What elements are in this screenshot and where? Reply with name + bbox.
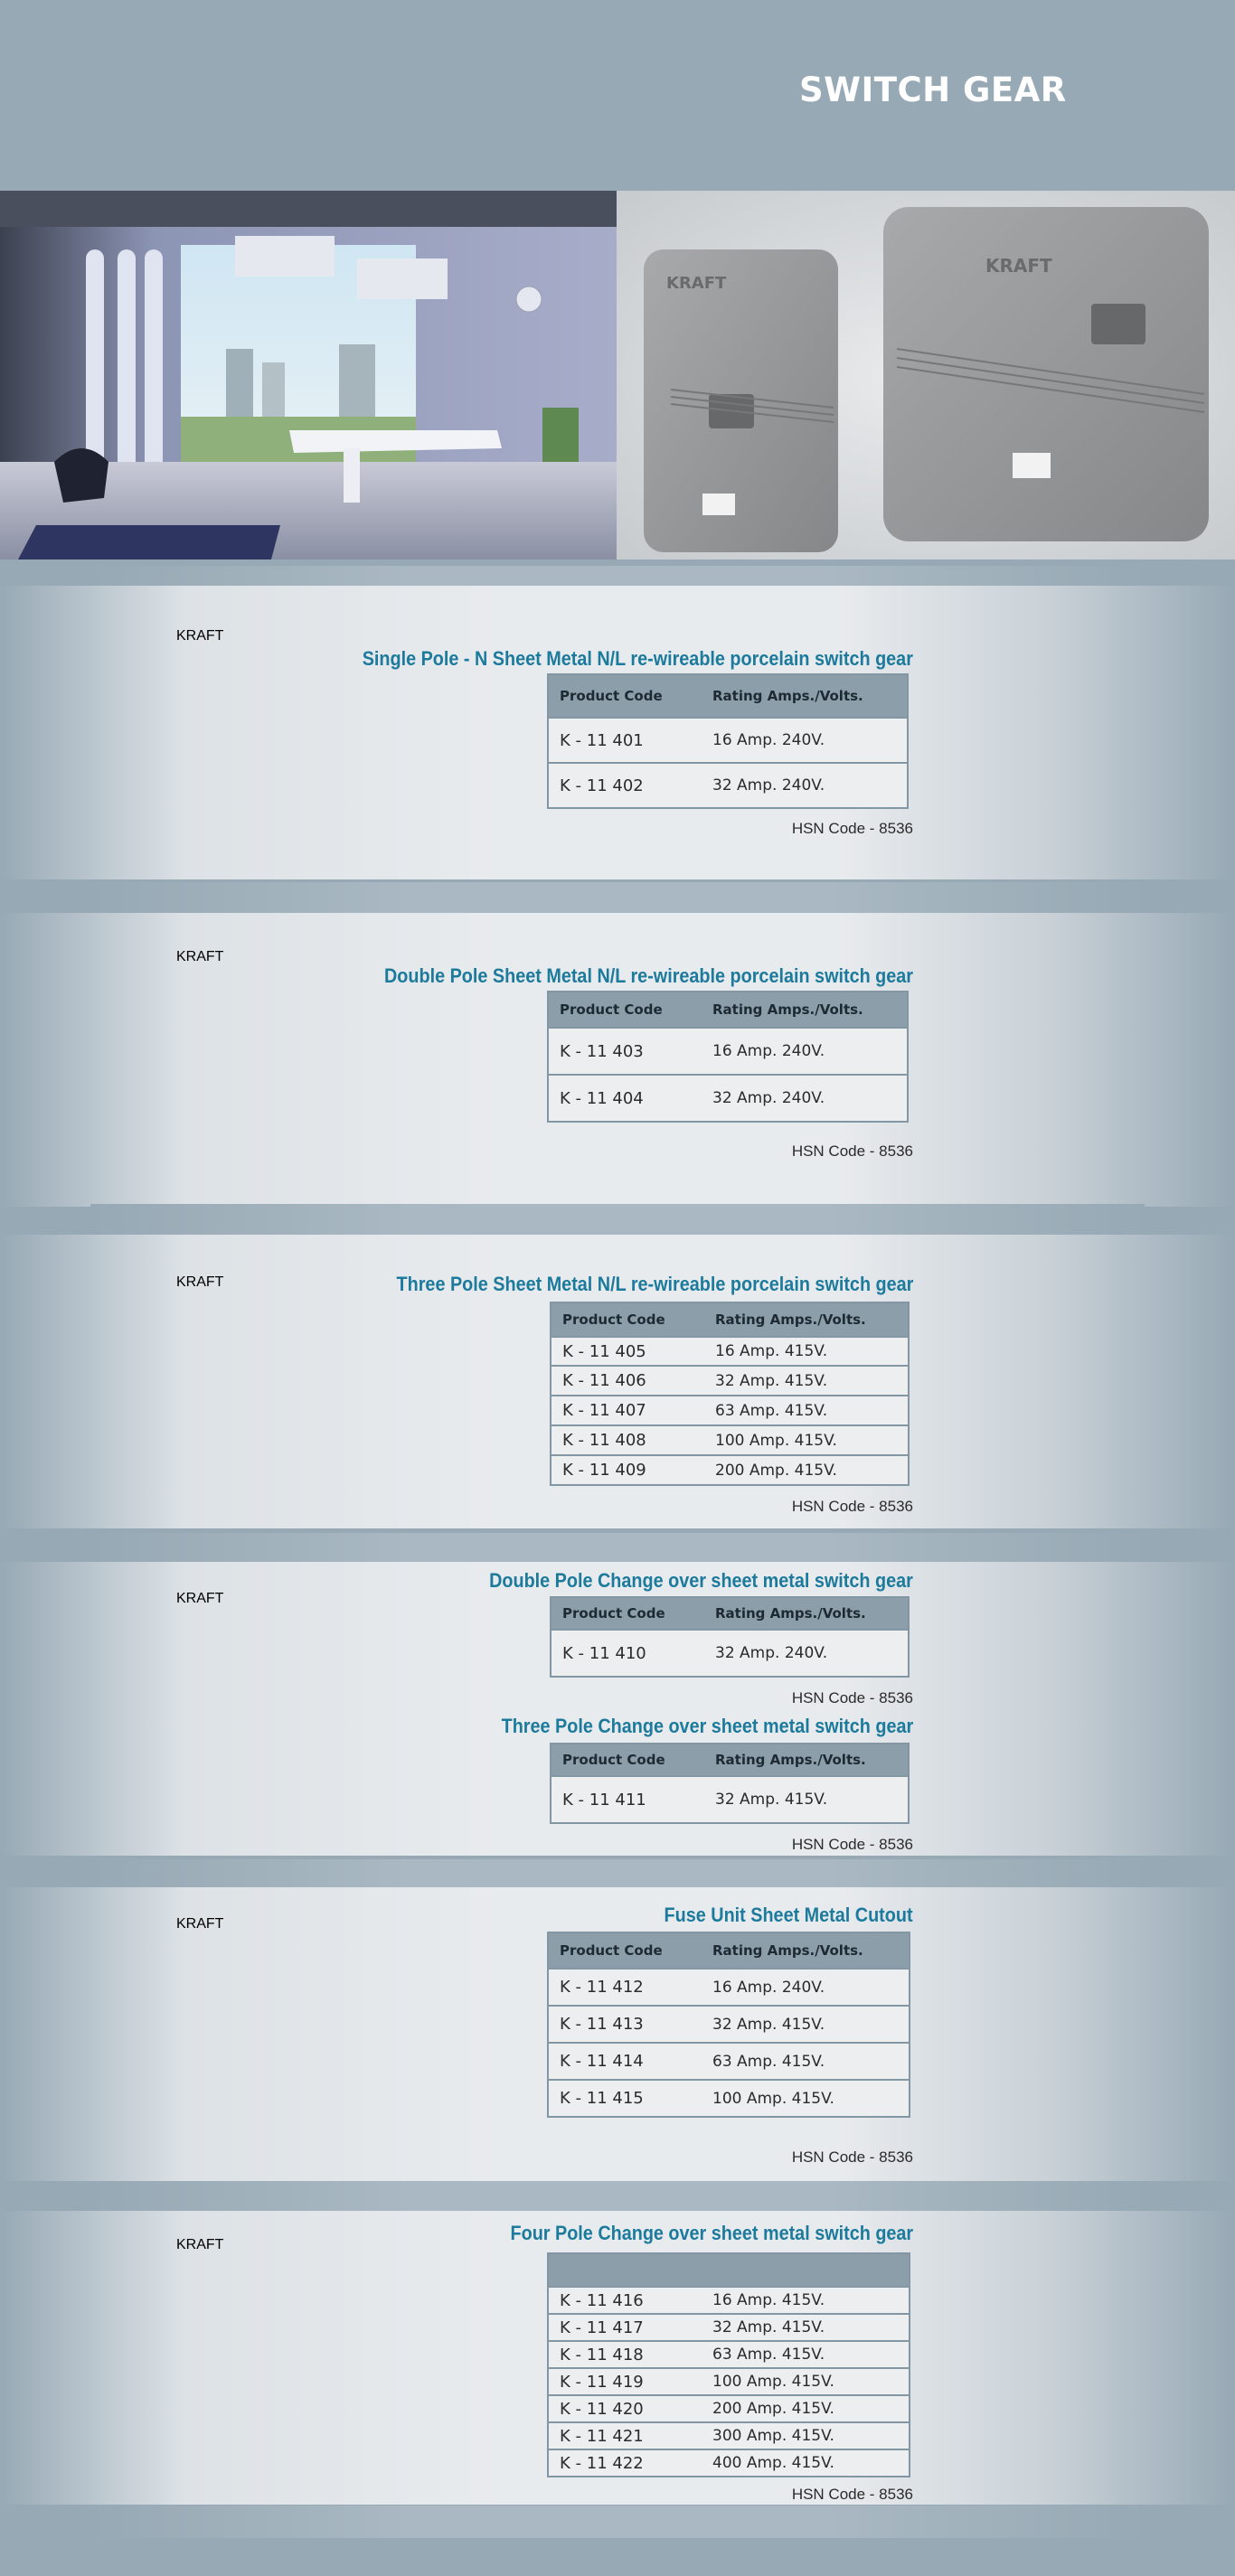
table-header-blank: [548, 2253, 910, 2287]
svg-text:KRAFT: KRAFT: [176, 628, 224, 644]
table-row: [551, 1630, 909, 1677]
table-header-row: [551, 1744, 909, 1776]
rating-cell: 32 Amp. 415V.: [704, 1776, 909, 1823]
product-code-cell: K - 11 415: [548, 2080, 702, 2117]
table-header-row: [548, 992, 908, 1028]
product-code-cell: K - 11 413: [548, 2006, 702, 2043]
table-row: [548, 1969, 910, 2006]
table-header-row: [551, 1302, 909, 1337]
table-header-row: [548, 1932, 910, 1969]
rating-header: Rating Amps./Volts.: [702, 992, 908, 1028]
hsn-code-label: HSN Code - 8536: [791, 1836, 913, 1853]
svg-text:KRAFT: KRAFT: [176, 2237, 224, 2252]
hero-banner: [0, 191, 1235, 559]
product-code-cell: K - 11 404: [548, 1075, 702, 1122]
product-code-cell: K - 11 417: [548, 2314, 702, 2341]
product-code-cell: K - 11 420: [548, 2395, 702, 2422]
table-row: [551, 1337, 909, 1366]
table-row: [548, 2006, 910, 2043]
svg-text:KRAFT: KRAFT: [176, 1916, 224, 1932]
hsn-code-label: HSN Code - 8536: [791, 1498, 913, 1515]
rating-cell: 32 Amp. 240V.: [702, 763, 908, 808]
hsn-code-label: HSN Code - 8536: [791, 820, 913, 837]
product-code-header: Product Code: [548, 674, 702, 718]
product-code-header: Product Code: [551, 1302, 704, 1337]
product-code-cell: K - 11 421: [548, 2422, 702, 2449]
switch-gear-product-image: [176, 1274, 223, 1291]
table-row: [548, 2368, 910, 2395]
switch-gear-product-image: [176, 949, 223, 965]
rating-cell: 32 Amp. 415V.: [704, 1366, 909, 1396]
switch-gear-product-image: [176, 1591, 223, 1607]
rating-cell: 63 Amp. 415V.: [702, 2043, 910, 2080]
product-code-cell: K - 11 402: [548, 763, 702, 808]
rating-header: Rating Amps./Volts.: [702, 1932, 910, 1969]
rating-cell: 32 Amp. 415V.: [702, 2006, 910, 2043]
rating-cell: 32 Amp. 415V.: [702, 2314, 910, 2341]
product-code-cell: K - 11 418: [548, 2341, 702, 2368]
table-row: [548, 763, 908, 808]
switch-gear-product-image: [176, 628, 223, 644]
table-row: [551, 1396, 909, 1425]
table-header-row: [548, 674, 908, 718]
svg-text:KRAFT: KRAFT: [176, 1274, 224, 1290]
product-spec-table: [547, 2252, 910, 2477]
product-section-title: Three Pole Change over sheet metal switch gear: [501, 1715, 913, 1737]
section-divider-band: [90, 1204, 1145, 1236]
section-divider-band: [90, 882, 1145, 915]
rating-cell: 200 Amp. 415V.: [704, 1455, 909, 1485]
product-section-title: Double Pole Sheet Metal N/L re-wireable porcelain switch gear: [384, 964, 913, 987]
product-section-title: Three Pole Sheet Metal N/L re-wireable porcelain switch gear: [396, 1273, 913, 1295]
rating-cell: 16 Amp. 240V.: [702, 718, 908, 763]
table-row: [548, 2422, 910, 2449]
product-code-header: Product Code: [548, 1932, 702, 1969]
rating-cell: 16 Amp. 415V.: [704, 1337, 909, 1366]
table-row: [548, 718, 908, 763]
product-code-cell: K - 11 403: [548, 1028, 702, 1075]
product-spec-table: [550, 1596, 910, 1678]
product-code-cell: K - 11 414: [548, 2043, 702, 2080]
table-row: [548, 1028, 908, 1075]
product-section-title: Four Pole Change over sheet metal switch gear: [510, 2222, 913, 2244]
rating-header: Rating Amps./Volts.: [704, 1744, 909, 1776]
rating-cell: 100 Amp. 415V.: [702, 2368, 910, 2395]
table-header-row: [548, 2253, 910, 2287]
rating-header: Rating Amps./Volts.: [704, 1597, 909, 1630]
rating-cell: 100 Amp. 415V.: [704, 1425, 909, 1455]
rating-cell: 16 Amp. 240V.: [702, 1028, 908, 1075]
product-code-cell: K - 11 401: [548, 718, 702, 763]
product-code-header: Product Code: [551, 1744, 704, 1776]
table-row: [551, 1455, 909, 1485]
product-spec-table: [550, 1302, 910, 1486]
rating-cell: 16 Amp. 415V.: [702, 2287, 910, 2314]
page-header: [0, 0, 1235, 191]
office-interior-image: [0, 191, 617, 559]
product-spec-table: [547, 991, 909, 1123]
product-section-title: Single Pole - N Sheet Metal N/L re-wireable porcelain switch gear: [362, 647, 913, 670]
rating-cell: 300 Amp. 415V.: [702, 2422, 910, 2449]
table-row: [548, 2080, 910, 2117]
section-divider-band: [90, 2181, 1145, 2214]
product-spec-table: [547, 673, 909, 809]
table-row: [551, 1776, 909, 1823]
section-divider-band: [90, 1533, 1145, 1565]
product-code-cell: K - 11 406: [551, 1366, 704, 1396]
product-code-cell: K - 11 409: [551, 1455, 704, 1485]
section-divider-band: [90, 2505, 1145, 2538]
product-code-cell: K - 11 407: [551, 1396, 704, 1425]
product-code-cell: K - 11 410: [551, 1630, 704, 1677]
hsn-code-label: HSN Code - 8536: [791, 1689, 913, 1706]
product-code-cell: K - 11 408: [551, 1425, 704, 1455]
svg-text:KRAFT: KRAFT: [666, 274, 727, 293]
product-code-cell: K - 11 405: [551, 1337, 704, 1366]
hsn-code-label: HSN Code - 8536: [791, 2148, 913, 2166]
svg-text:KRAFT: KRAFT: [176, 1591, 224, 1606]
table-row: [548, 2395, 910, 2422]
hsn-code-label: HSN Code - 8536: [791, 1142, 913, 1160]
product-code-header: Product Code: [548, 992, 702, 1028]
table-row: [548, 2449, 910, 2477]
product-section-title: Double Pole Change over sheet metal switch gear: [489, 1569, 913, 1592]
table-row: [548, 2287, 910, 2314]
switch-gear-product-image: [176, 2237, 223, 2253]
switch-gear-products-image: [617, 191, 1235, 559]
table-row: [551, 1425, 909, 1455]
rating-header: Rating Amps./Volts.: [702, 674, 908, 718]
product-section-title: Fuse Unit Sheet Metal Cutout: [664, 1904, 913, 1926]
rating-cell: 32 Amp. 240V.: [702, 1075, 908, 1122]
svg-text:KRAFT: KRAFT: [176, 949, 224, 964]
table-row: [548, 2314, 910, 2341]
product-spec-table: [550, 1743, 910, 1824]
product-code-cell: K - 11 416: [548, 2287, 702, 2314]
table-row: [548, 1075, 908, 1122]
rating-cell: 63 Amp. 415V.: [704, 1396, 909, 1425]
page-title: SWITCH GEAR: [799, 71, 1067, 109]
product-code-cell: K - 11 419: [548, 2368, 702, 2395]
hsn-code-label: HSN Code - 8536: [791, 2486, 913, 2503]
svg-text:KRAFT: KRAFT: [985, 255, 1052, 277]
product-code-header: Product Code: [551, 1597, 704, 1630]
table-row: [548, 2341, 910, 2368]
product-code-cell: K - 11 412: [548, 1969, 702, 2006]
rating-cell: 16 Amp. 240V.: [702, 1969, 910, 2006]
product-code-cell: K - 11 422: [548, 2449, 702, 2477]
rating-cell: 63 Amp. 415V.: [702, 2341, 910, 2368]
product-spec-table: [547, 1932, 910, 2118]
rating-cell: 200 Amp. 415V.: [702, 2395, 910, 2422]
switch-gear-product-image: [176, 1916, 223, 1932]
rating-header: Rating Amps./Volts.: [704, 1302, 909, 1337]
rating-cell: 32 Amp. 240V.: [704, 1630, 909, 1677]
rating-cell: 400 Amp. 415V.: [702, 2449, 910, 2477]
rating-cell: 100 Amp. 415V.: [702, 2080, 910, 2117]
table-row: [551, 1366, 909, 1396]
table-header-row: [551, 1597, 909, 1630]
product-code-cell: K - 11 411: [551, 1776, 704, 1823]
table-row: [548, 2043, 910, 2080]
